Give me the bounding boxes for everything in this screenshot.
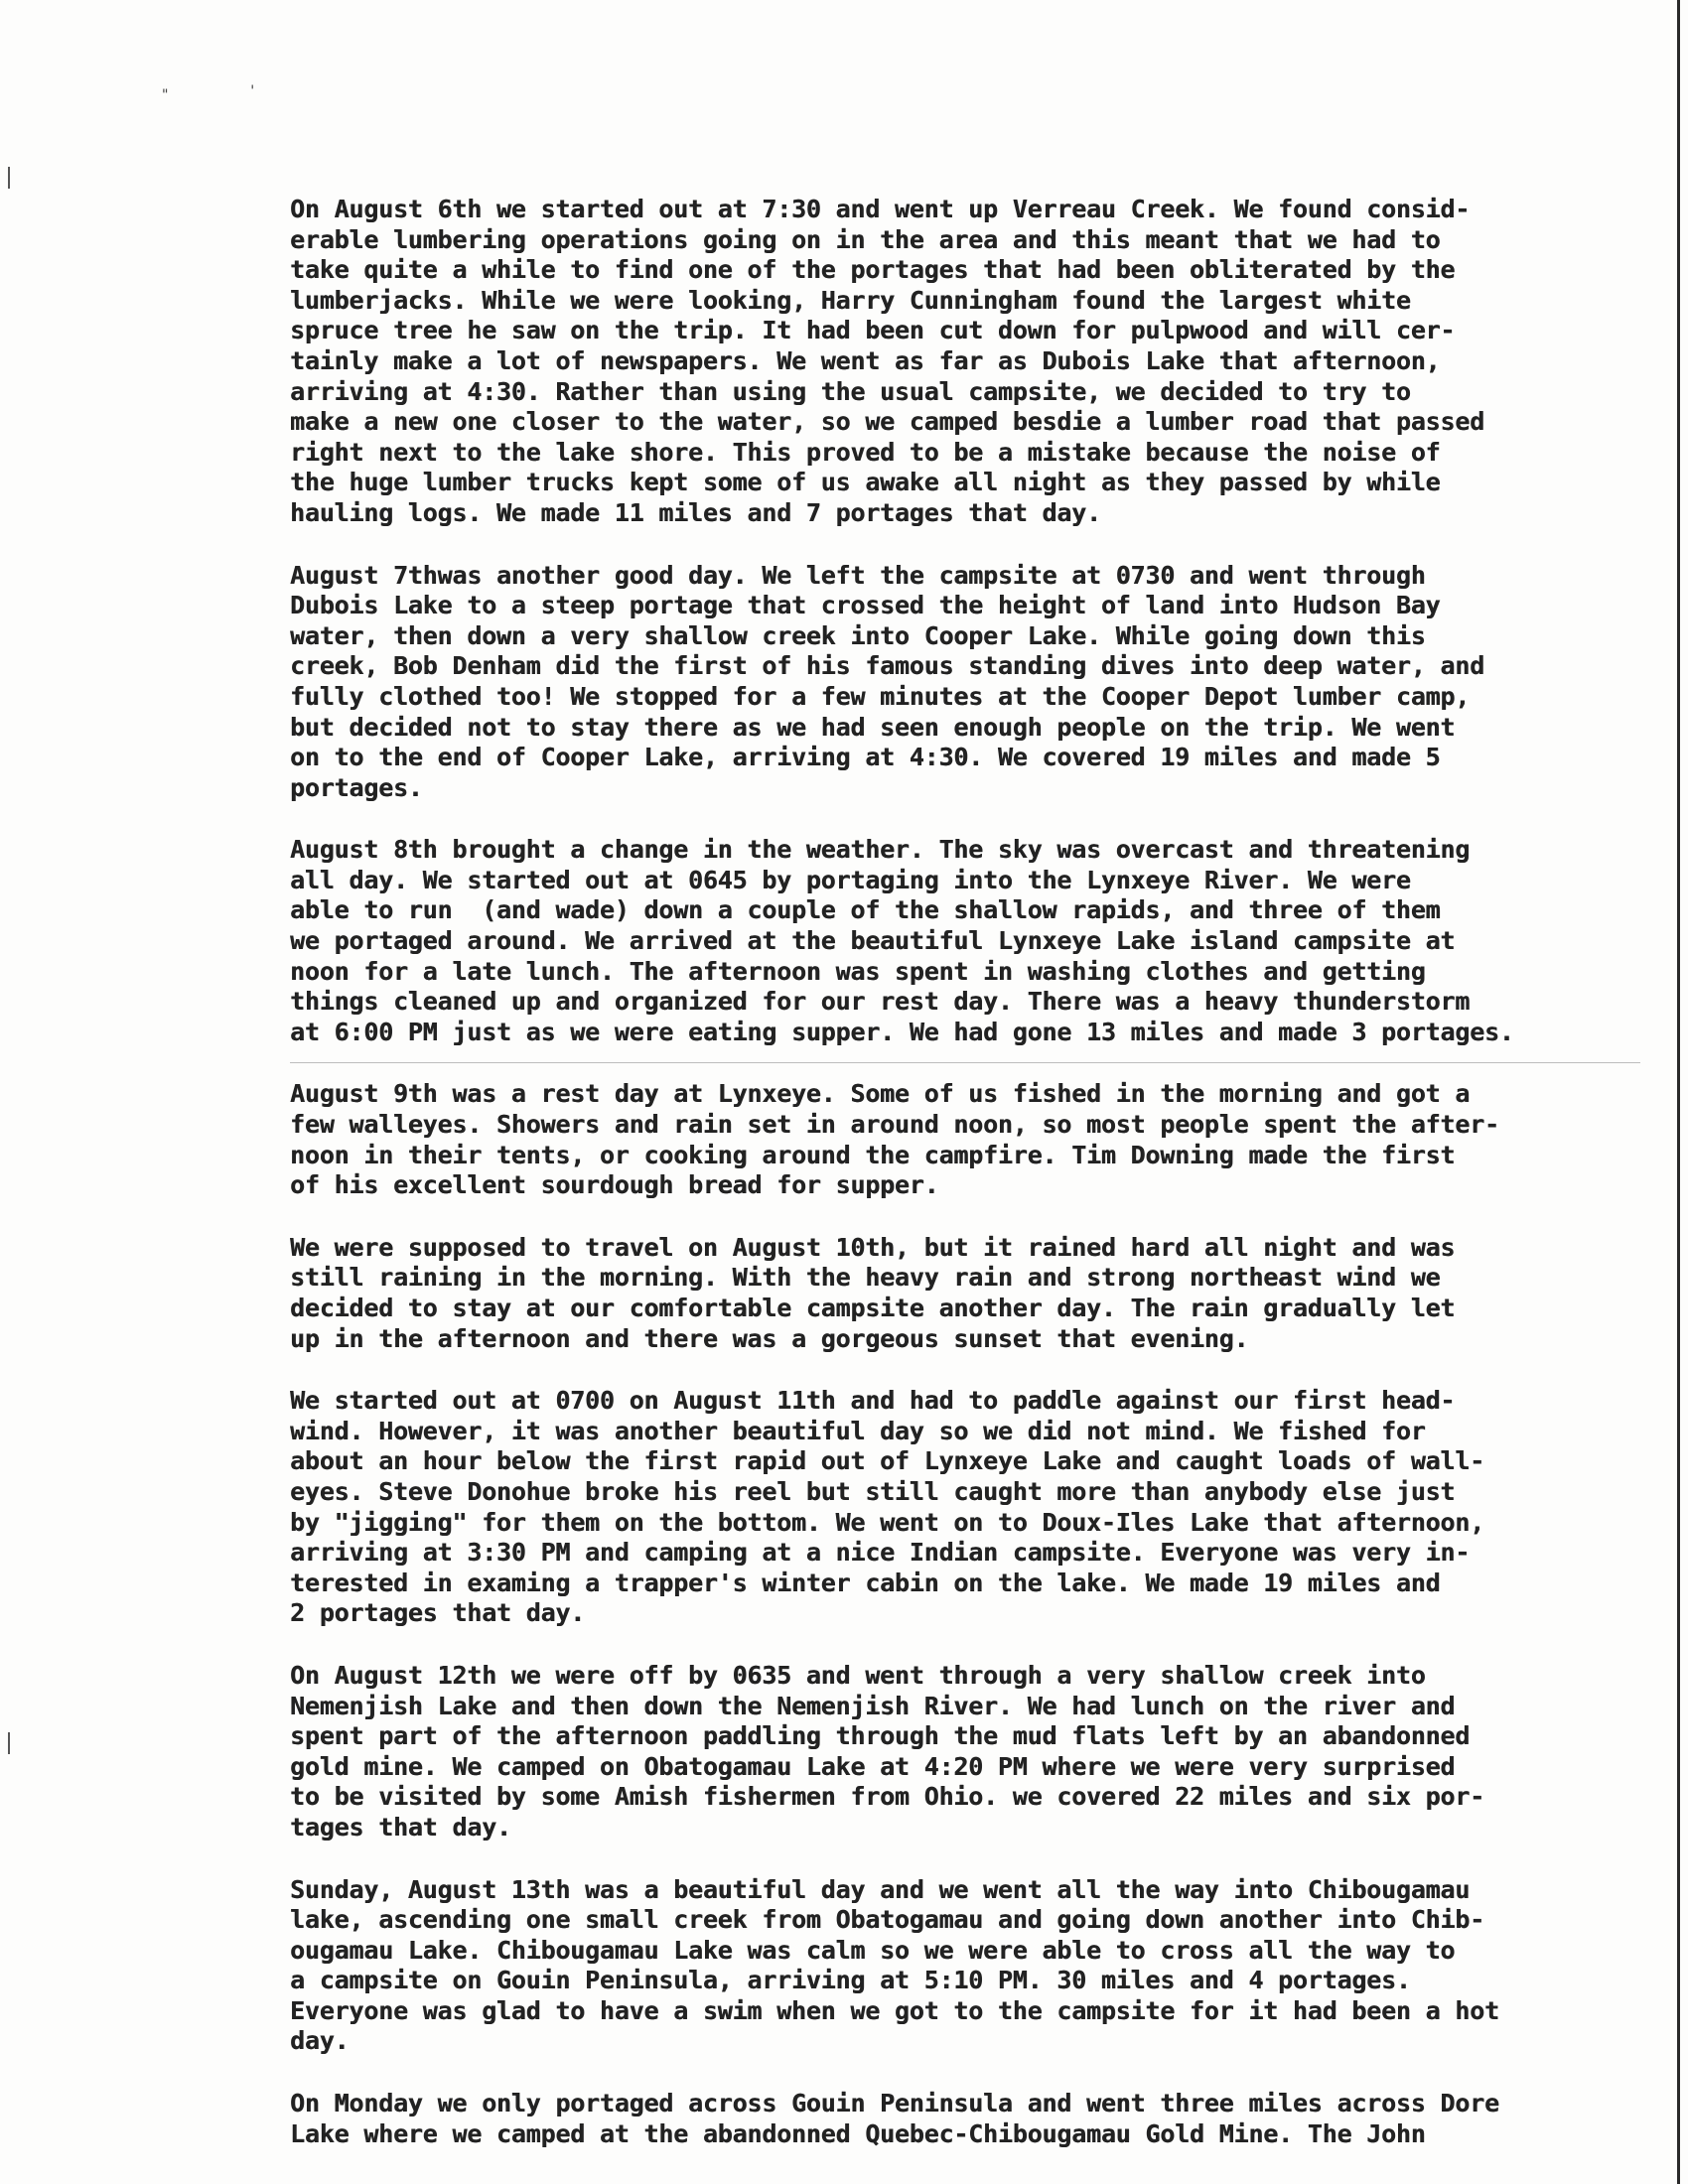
text-line: August 7thwas another good day. We left the campsite at 0730 and went through [290,560,1426,590]
paragraph [290,2089,1640,2149]
text-line: tainly make a lot of newspapers. We went as far as Dubois Lake that afternoon, [290,345,1441,375]
paragraph [290,1079,1640,1200]
text-line: noon in their tents, or cooking around the campfire. Tim Downing made the first [290,1140,1456,1169]
paragraph [290,561,1640,804]
text-line: we portaged around. We arrived at the beautiful Lynxeye Lake island campsite at [290,926,1456,956]
typed-text-body [290,195,1640,2181]
text-line: water, then down a very shallow creek into Cooper Lake. While going down this [290,620,1426,650]
text-line: On August 12th we were off by 0635 and went through a very shallow creek into [290,1660,1426,1690]
text-line: lumberjacks. While we were looking, Harry Cunningham found the largest white [290,285,1411,315]
text-line: to be visited by some Amish fishermen from Ohio. we covered 22 miles and six por- [290,1782,1484,1812]
margin-tick-mark [8,167,10,189]
text-line: August 8th brought a change in the weather. The sky was overcast and threatening [290,835,1471,865]
scan-speck: " [161,87,170,103]
text-line: 2 portages that day. [290,1598,586,1628]
text-line: spent part of the afternoon paddling through the mud flats left by an abandonned [290,1721,1471,1751]
paragraph [290,1233,1640,1354]
margin-tick-mark [8,1732,10,1754]
text-line: decided to stay at our comfortable campsite another day. The rain gradually let [290,1294,1456,1322]
scan-speck: ' [248,83,257,99]
text-line: Sunday, August 13th was a beautiful day and we went all the way into Chibougamau [290,1874,1471,1904]
text-line: portages. [290,772,423,802]
page-edge-shadow [1677,0,1680,2184]
text-line: of his excellent sourdough bread for supper. [290,1170,939,1200]
text-line: take quite a while to find one of the portages that had been obliterated by the [290,255,1456,285]
paragraph [290,1386,1640,1629]
text-line: arriving at 4:30. Rather than using the usual campsite, we decided to try to [290,376,1411,406]
text-line: few walleyes. Showers and rain set in around noon, so most people spent the after- [290,1110,1499,1140]
text-line: erable lumbering operations going on in the area and this meant that we had to [290,224,1441,254]
text-line: still raining in the morning. With the heavy rain and strong northeast wind we [290,1263,1441,1293]
text-line: Everyone was glad to have a swim when we got to the campsite for it had been a hot [290,1995,1499,2025]
text-line: lake, ascending one small creek from Obatogamau and going down another into Chib- [290,1905,1484,1935]
text-line: by "jigging" for them on the bottom. We went on to Doux-Iles Lake that afternoon, [290,1507,1484,1537]
text-line: Lake where we camped at the abandonned Quebec-Chibougamau Gold Mine. The John [290,2118,1426,2148]
text-line: the huge lumber trucks kept some of us awake all night as they passed by while [290,468,1441,497]
text-line: day. [290,2026,350,2056]
text-line: but decided not to stay there as we had seen enough people on the trip. We went [290,712,1456,742]
text-line: noon for a late lunch. The afternoon was spent in washing clothes and getting [290,956,1426,986]
text-line: wind. However, it was another beautiful day so we did not mind. We fished for [290,1416,1426,1445]
text-line: able to run (and wade) down a couple of the shallow rapids, and three of them [290,895,1441,925]
text-line: hauling logs. We made 11 miles and 7 portages that day. [290,497,1101,527]
paragraph [290,195,1640,529]
text-line: make a new one closer to the water, so we camped besdie a lumber road that passed [290,407,1484,437]
text-line: all day. We started out at 0645 by portaging into the Lynxeye River. We were [290,865,1411,894]
text-line: gold mine. We camped on Obatogamau Lake at 4:20 PM where we were very surprised [290,1751,1456,1781]
text-line: at 6:00 PM just as we were eating supper. We had gone 13 miles and made 3 portages. [290,1017,1514,1046]
text-line: Nemenjish Lake and then down the Nemenjish River. We had lunch on the river and [290,1691,1456,1720]
text-line: eyes. Steve Donohue broke his reel but still caught more than anybody else just [290,1476,1456,1506]
text-line: fully clothed too! We stopped for a few minutes at the Cooper Depot lumber camp, [290,681,1471,711]
paragraph [290,1661,1640,1843]
text-line: August 9th was a rest day at Lynxeye. Some of us fished in the morning and got a [290,1079,1471,1109]
text-line: about an hour below the first rapid out of Lynxeye Lake and caught loads of wall- [290,1446,1484,1476]
text-line: We started out at 0700 on August 11th and had to paddle against our first head- [290,1386,1456,1416]
text-line: spruce tree he saw on the trip. It had been cut down for pulpwood and will cer- [290,316,1456,345]
text-line: on to the end of Cooper Lake, arriving at 4:30. We covered 19 miles and made 5 [290,743,1441,772]
text-line: right next to the lake shore. This proved to be a mistake because the noise of [290,437,1441,467]
text-line: arriving at 3:30 PM and camping at a nice Indian campsite. Everyone was very in- [290,1538,1471,1568]
text-line: On August 6th we started out at 7:30 and went up Verreau Creek. We found consid- [290,195,1471,223]
text-line: ougamau Lake. Chibougamau Lake was calm so we were able to cross all the way to [290,1935,1456,1965]
text-line: We were supposed to travel on August 10th, but it rained hard all night and was [290,1232,1456,1262]
text-line: On Monday we only portaged across Gouin Peninsula and went three miles across Dore [290,2089,1499,2118]
text-line: things cleaned up and organized for our rest day. There was a heavy thunderstorm [290,987,1471,1017]
text-line: creek, Bob Denham did the first of his famous standing dives into deep water, and [290,651,1484,681]
paragraph [290,1875,1640,2058]
text-line: a campsite on Gouin Peninsula, arriving at 5:10 PM. 30 miles and 4 portages. [290,1966,1411,1995]
text-line: terested in examing a trapper's winter cabin on the lake. We made 19 miles and [290,1568,1441,1597]
text-line: tages that day. [290,1812,511,1842]
text-line: Dubois Lake to a steep portage that crossed the height of land into Hudson Bay [290,591,1441,620]
paragraph [290,835,1640,1047]
text-line: up in the afternoon and there was a gorgeous sunset that evening. [290,1323,1249,1353]
